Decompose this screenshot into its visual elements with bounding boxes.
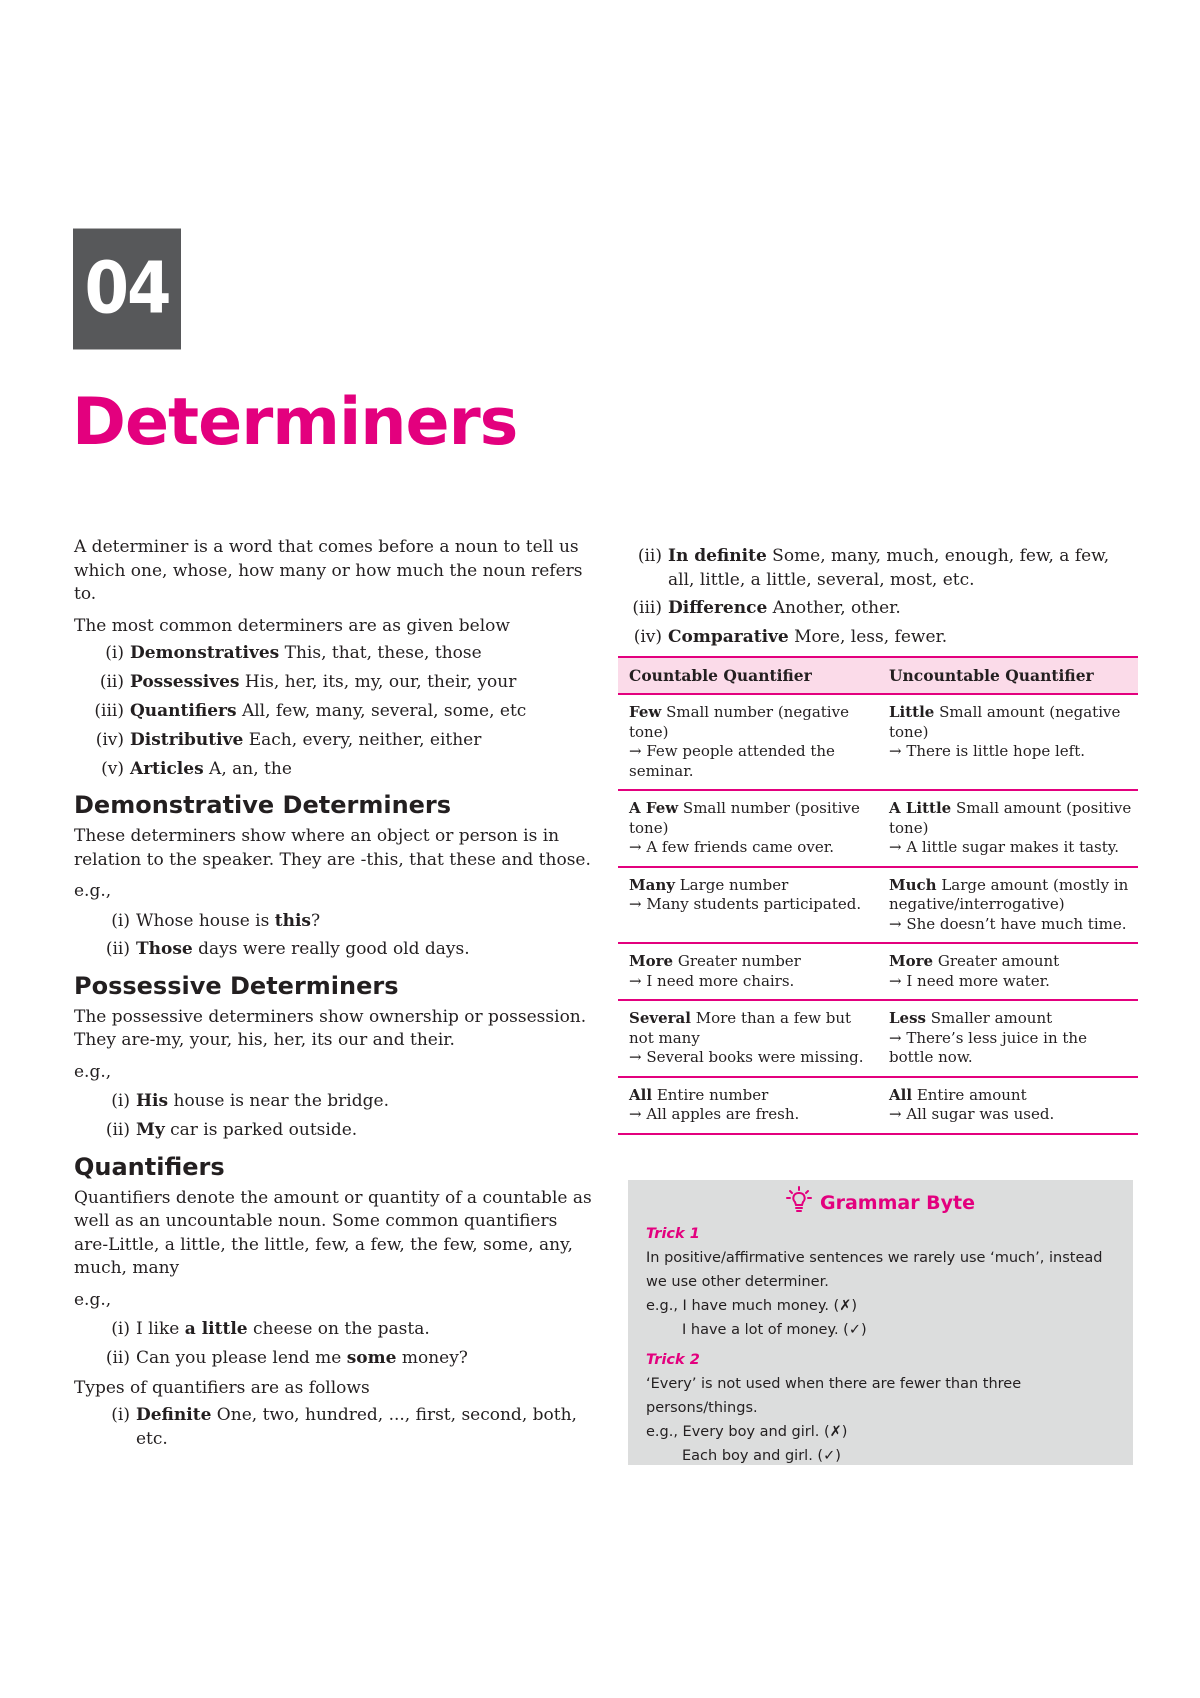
demonstrative-body: These determiners show where an object or person is in relation to the speaker. They are -this, that these and those. <box>74 826 591 870</box>
possessive-body: The possessive determiners show ownership or possession. They are-my, your, his, her, its our and their. <box>74 1006 587 1051</box>
table-cell: All Entire number → All apples are fresh. <box>618 1077 878 1134</box>
table-row <box>618 943 1138 1000</box>
possessive-examples <box>74 1090 596 1142</box>
table-row <box>618 694 1138 790</box>
demonstrative-examples <box>74 910 596 962</box>
column-header: Uncountable Quantifier <box>878 657 1138 695</box>
list-item: (iv) Comparative More, less, fewer. <box>633 627 948 648</box>
table-cell: A Little Small amount (positive tone) → A little sugar makes it tasty. <box>878 790 1138 867</box>
right-column <box>618 545 1138 1135</box>
list-item: (iv) Distributive Each, every, neither, either <box>95 729 482 750</box>
grammar-byte-box <box>628 1180 1133 1465</box>
list-item: (iii) Difference Another, other. <box>632 598 901 619</box>
page-title: Determiners <box>72 385 518 460</box>
left-column <box>74 536 596 1457</box>
list-item: (iii) Quantifiers All, few, many, several, some, etc <box>94 700 527 721</box>
section-heading-possessive: Possessive Determiners <box>74 971 399 1000</box>
table-row <box>618 790 1138 867</box>
list-item: (i) His house is near the bridge. <box>111 1091 389 1112</box>
list-item: (i) Demonstratives This, that, these, those <box>105 643 482 663</box>
table-cell: All Entire amount → All sugar was used. <box>878 1077 1138 1134</box>
list-intro: The most common determiners are as given below <box>74 615 510 636</box>
list-item: (ii) My car is parked outside. <box>105 1120 358 1141</box>
eg-label: e.g., <box>74 1289 112 1310</box>
table-cell: Less Smaller amount → There’s less juice in the bottle now. <box>878 1000 1138 1077</box>
list-item: (ii) Can you please lend me some money? <box>105 1348 468 1369</box>
quantifier-types-intro: Types of quantifiers are as follows <box>74 1377 370 1398</box>
quantifier-table <box>618 656 1138 1135</box>
trick-example: I have a lot of money. (✓) <box>682 1322 867 1338</box>
definition-paragraph: A determiner is a word that comes before a noun to tell us which one, whose, how many or how much the noun refers to. <box>74 537 583 604</box>
table-cell: A Few Small number (positive tone) → A few friends came over. <box>618 790 878 867</box>
table-cell: Little Small amount (negative tone) → There is little hope left. <box>878 694 1138 790</box>
trick-example: Each boy and girl. (✓) <box>682 1448 841 1464</box>
list-item: (ii) Those days were really good old days. <box>105 939 470 960</box>
table-row <box>618 1000 1138 1077</box>
eg-label: e.g., <box>74 881 112 902</box>
section-heading-quantifiers: Quantifiers <box>74 1152 225 1181</box>
quantifier-examples <box>74 1318 596 1370</box>
list-item: (v) Articles A, an, the <box>101 758 292 779</box>
table-cell: Many Large number → Many students participated. <box>618 867 878 944</box>
list-item: (ii) Possessives His, her, its, my, our, their, your <box>99 671 517 692</box>
trick-example: e.g., I have much money. (✗) <box>646 1298 858 1314</box>
column-header: Countable Quantifier <box>618 657 878 695</box>
table-cell: More Greater amount → I need more water. <box>878 943 1138 1000</box>
table-cell: Much Large amount (mostly in negative/interrogative) → She doesn’t have much time. <box>878 867 1138 944</box>
determiner-types-list <box>74 642 596 781</box>
list-item: (i) I like a little cheese on the pasta. <box>111 1319 430 1340</box>
section-heading-demonstrative: Demonstrative Determiners <box>74 791 452 820</box>
table-cell: More Greater number → I need more chairs. <box>618 943 878 1000</box>
table-cell: Few Small number (negative tone) → Few people attended the seminar. <box>618 694 878 790</box>
grammar-byte-header <box>646 1186 1115 1220</box>
trick-label: Trick 1 <box>646 1226 700 1242</box>
trick-label: Trick 2 <box>646 1352 700 1368</box>
list-item: (ii) In definite Some, many, much, enough, few, a few, all, little, a little, several, most, etc. <box>637 546 1110 590</box>
list-item: (i) Definite One, two, hundred, ..., first, second, both, etc. <box>111 1405 577 1449</box>
eg-label: e.g., <box>74 1061 112 1082</box>
quantifier-types-list <box>74 1404 596 1451</box>
table-row <box>618 1077 1138 1134</box>
table-cell: Several More than a few but not many → Several books were missing. <box>618 1000 878 1077</box>
quantifiers-body: Quantifiers denote the amount or quantity of a countable as well as an uncountable noun. Some common quantifiers are-Little, a little, the little, few, a few, the few, some, any, much, many <box>74 1187 592 1279</box>
trick-text: In positive/affirmative sentences we rarely use ‘much’, instead we use other determiner. <box>646 1250 1103 1290</box>
lightbulb-icon <box>786 1186 812 1220</box>
table-header-row <box>618 657 1138 695</box>
trick-example: e.g., Every boy and girl. (✗) <box>646 1424 848 1440</box>
quantifier-types-list-continued <box>618 545 1138 650</box>
grammar-byte-title: Grammar Byte <box>819 1192 976 1214</box>
chapter-number: 04 <box>73 229 181 350</box>
list-item: (i) Whose house is this? <box>111 910 321 931</box>
table-row <box>618 867 1138 944</box>
trick-text: ‘Every’ is not used when there are fewer than three persons/things. <box>646 1376 1022 1416</box>
